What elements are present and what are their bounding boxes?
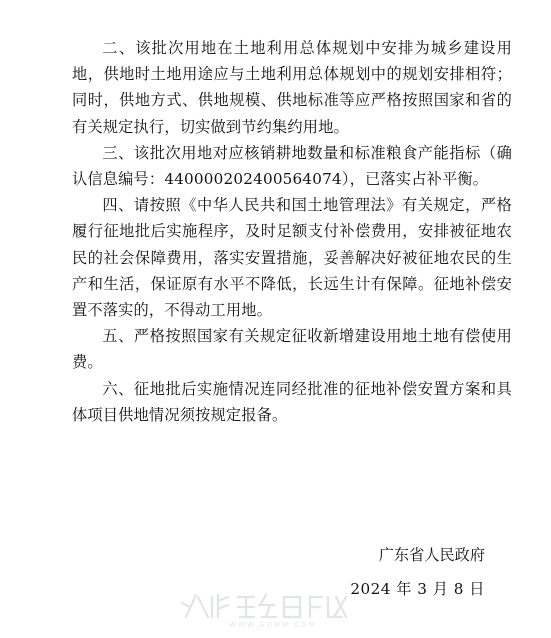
paragraph-2: 二、该批次用地在土地利用总体规划中安排为城乡建设用地，供地时土地用途应与土地利用总体规划中的规划安排相符；同时，供地方式、供地规模、供地标准等应严格按照国家和省的有关规定执行，切实做到节约集约用地。 <box>72 39 512 136</box>
issuer-name: 广东省人民政府 <box>378 546 485 564</box>
paragraph-6: 六、征地批后实施情况连同经批准的征地补偿安置方案和具体项目供地情况须按规定报备。 <box>72 379 512 424</box>
issue-date: 2024 年 3 月 8 日 <box>350 580 485 598</box>
watermark-url: WWW.GDMM.COM <box>229 621 317 629</box>
paragraph-5: 五、严格按照国家有关规定征收新增建设用地土地有偿使用费。 <box>72 327 512 372</box>
signature-block <box>285 541 485 603</box>
document-body <box>72 35 512 428</box>
paragraph-4: 四、请按照《中华人民共和国土地管理法》有关规定，严格履行征地批后实施程序，及时足额支付补偿费用，安排被征地农民的社会保障费用，落实安置措施，妥善解决好被征地农民的生产和生活，保证原有水平不降低，长远生计有保障。征地补偿安置不落实的，不得动工用地。 <box>72 196 512 320</box>
paragraph-3: 三、该批次用地对应核销耕地数量和标准粮食产能指标（确认信息编号：440000202400564074），已落实占补平衡。 <box>72 143 512 189</box>
